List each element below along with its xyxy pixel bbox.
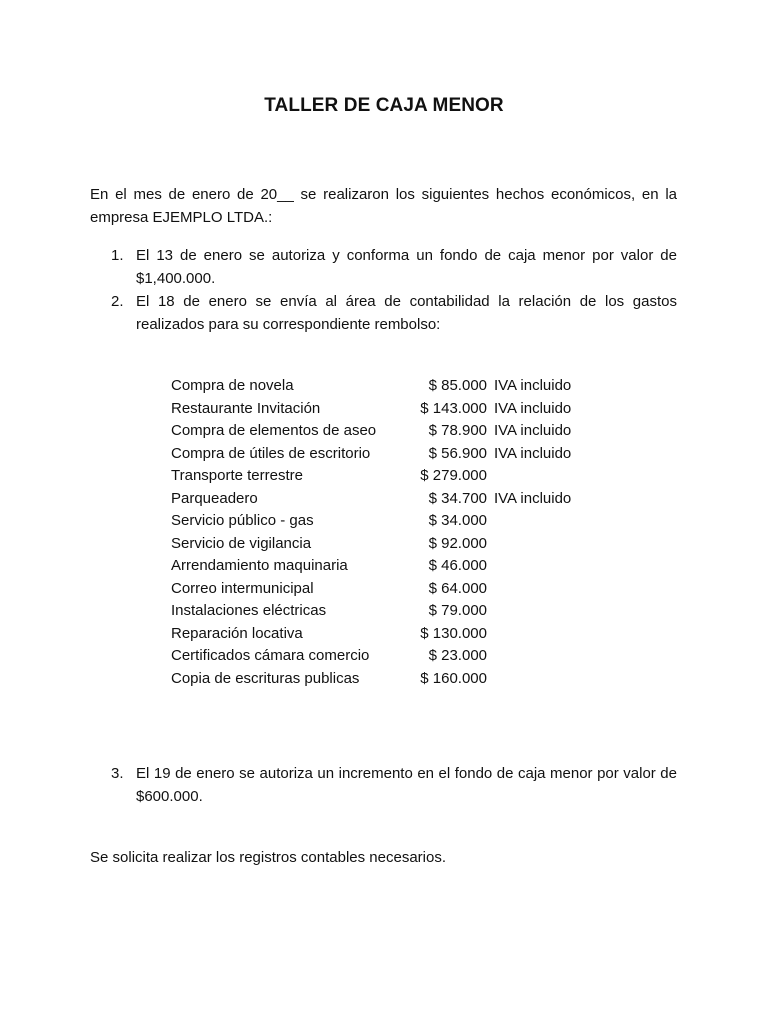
expense-row (171, 398, 591, 421)
expense-note: IVA incluido (494, 399, 572, 417)
list-item-text: El 13 de enero se autoriza y conforma un fondo de caja menor por valor de $1,400.000. (136, 247, 677, 287)
list-item-number: 2. (111, 293, 124, 310)
expense-note: IVA incluido (494, 422, 572, 439)
expense-amount: $ 34.700 (428, 489, 487, 507)
expense-amount: $ 79.000 (428, 602, 487, 619)
expense-concept: Servicio público - gas (171, 512, 314, 529)
expense-amount: $ 279.000 (420, 467, 487, 484)
document-title: TALLER DE CAJA MENOR (264, 95, 504, 116)
expense-row (171, 645, 591, 668)
expense-note: IVA incluido (494, 489, 572, 507)
expense-amount: $ 130.000 (420, 624, 487, 642)
expense-concept: Certificados cámara comercio (171, 647, 370, 664)
expense-concept: Restaurante Invitación (171, 399, 321, 417)
expense-concept: Parqueadero (171, 489, 258, 507)
expense-amount: $ 34.000 (428, 512, 487, 529)
list-item-number: 3. (111, 765, 124, 782)
expense-row (171, 375, 591, 398)
expense-row (171, 578, 591, 601)
expense-amount: $ 46.000 (428, 557, 487, 574)
expense-concept: Servicio de vigilancia (171, 534, 312, 552)
expense-row (171, 600, 591, 623)
expense-amount: $ 56.900 (428, 444, 487, 462)
list-item-text: El 19 de enero se autoriza un incremento en el fondo de caja menor por valor de $600.000. (136, 765, 677, 805)
expense-row (171, 623, 591, 646)
expense-amount: $ 160.000 (420, 669, 487, 687)
list-item-1 (90, 244, 677, 290)
expense-row (171, 488, 591, 511)
expense-concept: Instalaciones eléctricas (171, 602, 327, 619)
expense-row (171, 668, 591, 691)
closing-paragraph: Se solicita realizar los registros contables necesarios. (90, 849, 446, 866)
expense-amount: $ 64.000 (428, 579, 487, 597)
expense-concept: Copia de escrituras publicas (171, 669, 360, 687)
expense-amount: $ 85.000 (428, 377, 487, 394)
expense-amount: $ 143.000 (420, 399, 487, 417)
expense-concept: Arrendamiento maquinaria (171, 557, 348, 574)
expense-row (171, 510, 591, 533)
expense-concept: Compra de útiles de escritorio (171, 444, 371, 462)
expense-row (171, 443, 591, 466)
list-item-text: El 18 de enero se envía al área de contabilidad la relación de los gastos realizados para su correspondiente rembolso: (136, 293, 677, 333)
list-item-3 (90, 762, 677, 808)
list-item-number: 1. (111, 247, 124, 264)
expense-note: IVA incluido (494, 444, 572, 462)
expense-concept: Compra de elementos de aseo (171, 422, 377, 439)
expense-list (171, 375, 591, 690)
expense-concept: Compra de novela (171, 377, 294, 394)
expense-row (171, 555, 591, 578)
expense-row (171, 533, 591, 556)
expense-concept: Correo intermunicipal (171, 579, 314, 597)
expense-amount: $ 78.900 (428, 422, 487, 439)
expense-concept: Reparación locativa (171, 624, 303, 642)
expense-amount: $ 23.000 (428, 647, 487, 664)
expense-row (171, 420, 591, 443)
list-item-2 (90, 290, 677, 336)
expense-concept: Transporte terrestre (171, 467, 303, 484)
intro-paragraph: En el mes de enero de 20__ se realizaron los siguientes hechos económicos, en la empresa EJEMPLO LTDA.: (90, 186, 677, 226)
expense-amount: $ 92.000 (428, 534, 487, 552)
expense-note: IVA incluido (494, 377, 572, 394)
expense-row (171, 465, 591, 488)
